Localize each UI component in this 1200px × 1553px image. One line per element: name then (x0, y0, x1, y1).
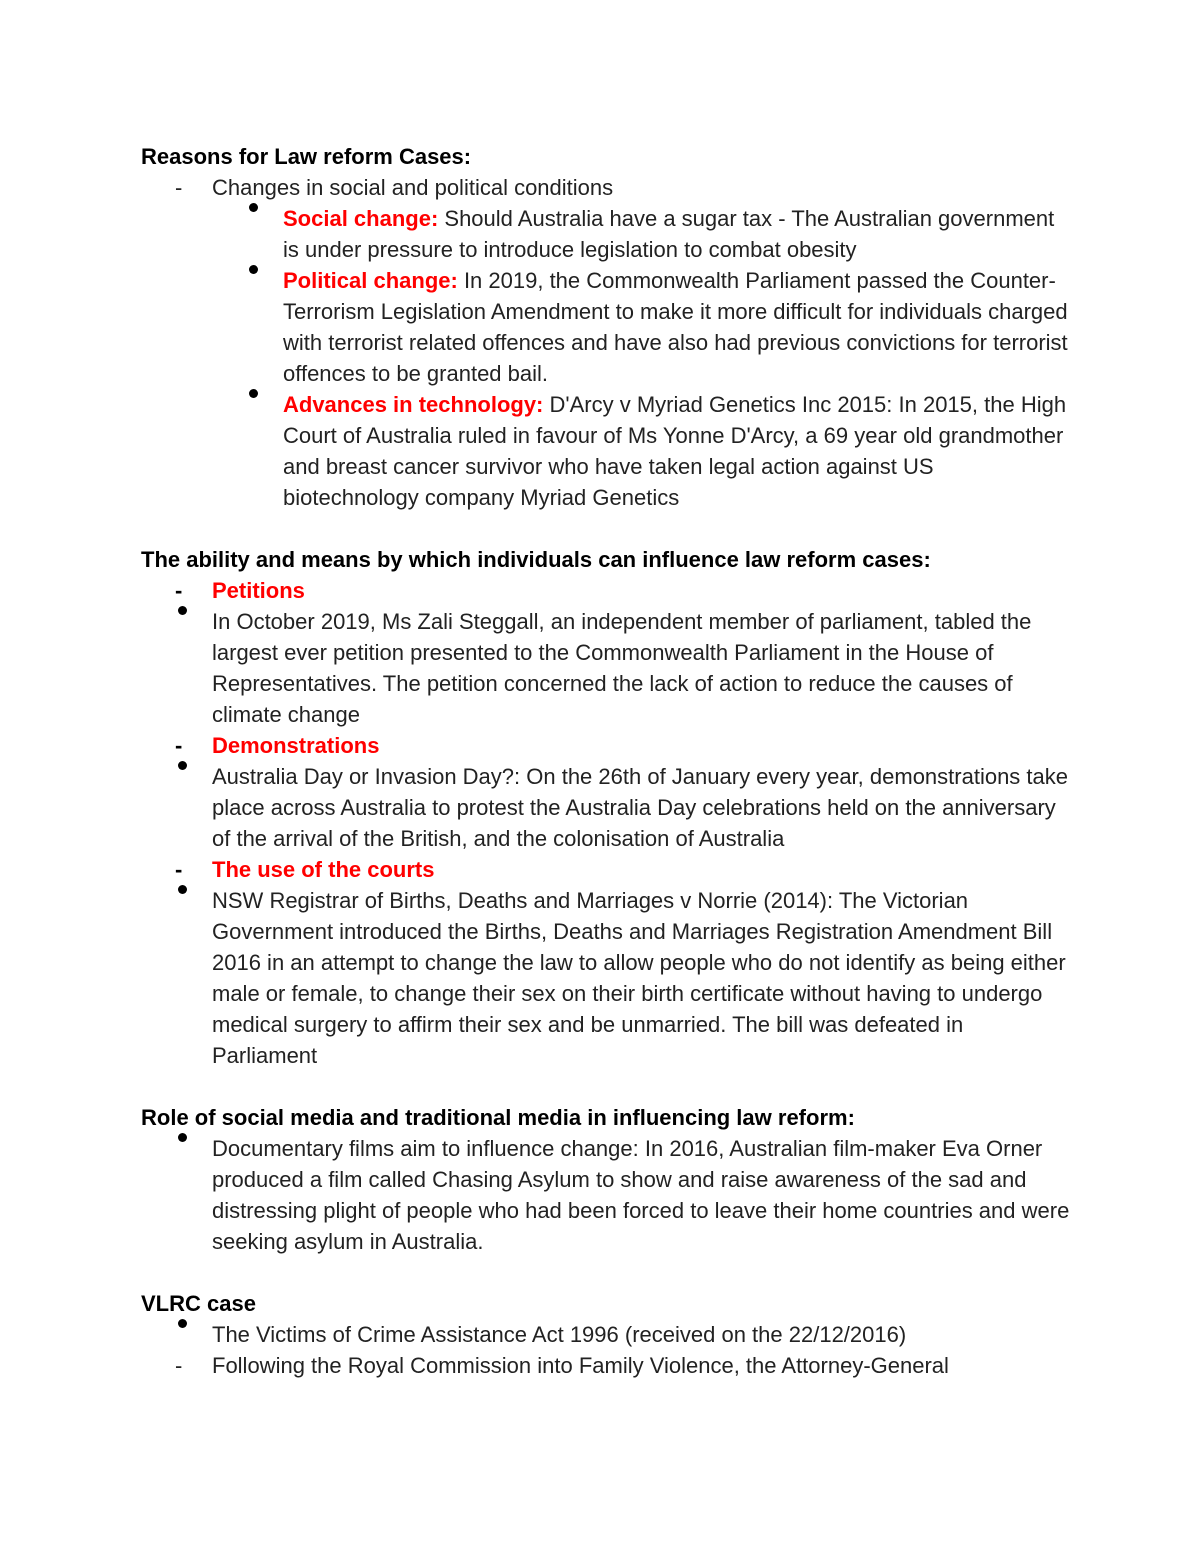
bullet-icon (178, 1319, 187, 1328)
dash-marker: - (175, 1353, 183, 1378)
list-item (141, 1350, 1071, 1381)
list-item (141, 172, 1071, 203)
item-label: Social change: (283, 206, 439, 231)
bullet-icon (178, 885, 187, 894)
bullet-icon (249, 203, 258, 212)
section-heading-media: Role of social media and traditional media in influencing law reform: (141, 1105, 855, 1130)
list-item-text: In October 2019, Ms Zali Steggall, an independent member of parliament, tabled the largest ever petition presented to the Commonwealth Parliament in the House of Representatives. The petition concerned the lack of action to reduce the causes of climate change (212, 609, 1032, 727)
list-item (141, 203, 1071, 265)
group-label-row (141, 854, 1071, 885)
bullet-icon (178, 606, 187, 615)
group-label-row (141, 730, 1071, 761)
group-label-courts: The use of the courts (212, 857, 435, 882)
section-heading-influence: The ability and means by which individuals can influence law reform cases: (141, 547, 931, 572)
section-heading-vlrc: VLRC case (141, 1291, 256, 1316)
list-item (141, 606, 1071, 730)
list-item-text: Changes in social and political conditions (212, 175, 614, 200)
bullet-icon (249, 389, 258, 398)
dash-marker: - (175, 733, 183, 758)
bullet-icon (178, 1133, 187, 1142)
list-item-text: The Victims of Crime Assistance Act 1996 (received on the 22/12/2016) (212, 1322, 907, 1347)
list-item (141, 389, 1071, 513)
list-item-text (283, 389, 1071, 513)
list-item-text (283, 265, 1071, 389)
section-heading-reasons: Reasons for Law reform Cases: (141, 144, 472, 169)
dash-marker: - (175, 578, 183, 603)
item-label: Political change: (283, 268, 458, 293)
group-label-petitions: Petitions (212, 578, 305, 603)
list-item (141, 1133, 1071, 1257)
list-item (141, 265, 1071, 389)
dash-marker: - (175, 175, 183, 200)
list-item-text: Following the Royal Commission into Family Violence, the Attorney-General (212, 1353, 949, 1378)
group-label-demonstrations: Demonstrations (212, 733, 380, 758)
document-page (141, 141, 1071, 1381)
dash-marker: - (175, 857, 183, 882)
spacer (141, 1257, 1071, 1288)
bullet-icon (249, 265, 258, 274)
bullet-icon (178, 761, 187, 770)
item-label: Advances in technology: (283, 392, 544, 417)
list-item-text: NSW Registrar of Births, Deaths and Marriages v Norrie (2014): The Victorian Government introduced the Births, Deaths and Marriages Registration Amendment Bill 2016 in an attempt to change the law to allow people who do not identify as being either male or female, to change their sex on their birth certificate without having to undergo medical surgery to affirm their sex and be unmarried. The bill was defeated in Parliament (212, 888, 1066, 1068)
list-item (141, 885, 1071, 1071)
group-label-row (141, 575, 1071, 606)
list-item (141, 761, 1071, 854)
spacer (141, 1071, 1071, 1102)
list-item-text: Australia Day or Invasion Day?: On the 26th of January every year, demonstrations take place across Australia to protest the Australia Day celebrations held on the anniversary of the arrival of the British, and the colonisation of Australia (212, 764, 1069, 851)
list-item-text (283, 203, 1071, 265)
list-item-text: Documentary films aim to influence change: In 2016, Australian film-maker Eva Orner produced a film called Chasing Asylum to show and raise awareness of the sad and distressing plight of people who had been forced to leave their home countries and were seeking asylum in Australia. (212, 1136, 1070, 1254)
spacer (141, 513, 1071, 544)
list-item (141, 1319, 1071, 1350)
item-body: In 2019, the Commonwealth Parliament passed the Counter-Terrorism Legislation Amendment to make it more difficult for individuals charged with terrorist related offences and have also had previous convictions for terrorist offences to be granted bail. (283, 268, 1068, 386)
item-body: D'Arcy v Myriad Genetics Inc 2015: In 2015, the High Court of Australia ruled in favour of Ms Yonne D'Arcy, a 69 year old grandmother and breast cancer survivor who have taken legal action against US biotechnology company Myriad Genetics (283, 392, 1067, 510)
item-body: Should Australia have a sugar tax - The Australian government is under pressure to introduce legislation to combat obesity (283, 206, 1055, 262)
